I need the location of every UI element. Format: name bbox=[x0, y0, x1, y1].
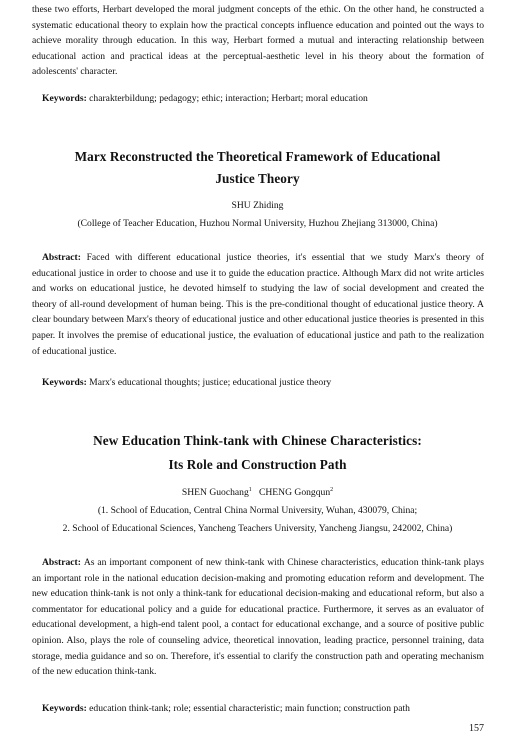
keywords-label: Keywords bbox=[42, 377, 84, 388]
author-affil-marker: 2 bbox=[330, 486, 334, 493]
prior-abstract-continuation bbox=[32, 2, 484, 80]
article1-affiliation: (College of Teacher Education, Huzhou Normal University, Huzhou Zhejiang 313000, China) bbox=[77, 218, 438, 229]
keywords-text: education think-tank; role; essential characteristic; main function; construction path bbox=[89, 703, 410, 714]
author-name: SHEN Guochang bbox=[181, 487, 249, 498]
abstract-text: As an important component of new think-tank with Chinese characteristics, education think-tank plays an important role in the national education decision-making and promoting education reform and development. The new education think-tank is not only a think-tank for educational decision-making and educational reform, but also a commentator for educational policy and a guide for educational practice. Furthermore, it serves as an evaluator of educational development, a high-end talent pool, a contact for educational exchange, and a source of positive public opinion. Also, plays the role of counseling advice, theoretical innovation, leading practice, personnel training, data storage, media guidance and so on. Therefore, it's essential to clarify the construction path and operating mechanism of the new education think-tank. bbox=[32, 557, 484, 678]
keywords-label: Keywords bbox=[42, 93, 84, 104]
article2-title-line2: Its Role and Construction Path bbox=[168, 457, 347, 472]
page-number: 157 bbox=[469, 723, 484, 734]
prior-keywords: Keywords: charakterbildung; pedagogy; ethic; interaction; Herbart; moral education bbox=[42, 93, 368, 104]
article2-authors bbox=[0, 486, 515, 500]
article2-keywords: Keywords: education think-tank; role; essential characteristic; main function; construction path bbox=[42, 703, 410, 714]
abstract-label: Abstract bbox=[42, 557, 78, 568]
article2-affiliation-2: 2. School of Educational Sciences, Yancheng Teachers University, Yancheng Jiangsu, 242002, China) bbox=[62, 523, 453, 534]
author-affil-marker: 1 bbox=[248, 486, 252, 493]
author-name: CHENG Gongqun bbox=[258, 487, 331, 498]
article2-affiliation-1: (1. School of Education, Central China Normal University, Wuhan, 430079, China; bbox=[97, 505, 418, 516]
article1-abstract: Abstract: Faced with different educational justice theories, it's essential that we study Marx's theory of educational justice in order to choose and use it to guide the education practice. Although Marx did not write articles and works on educational justice, he devoted himself to studying the law of social development and created the theory of all-round development of human being. This is the pre-conditional thought of educational justice theory. A clear boundary between Marx's theory of educational justice and other educational justice theories is presented in this paper. It involves the premise of educational justice, the evaluation of educational justice and path to the realization of educational justice. bbox=[32, 252, 485, 357]
abstract-label: Abstract bbox=[42, 252, 78, 263]
keywords-text: Marx's educational thoughts; justice; educational justice theory bbox=[89, 377, 332, 388]
article1-author: SHU Zhiding bbox=[231, 200, 284, 211]
article1-title-line2: Justice Theory bbox=[215, 171, 300, 186]
article2-abstract: Abstract: As an important component of new think-tank with Chinese characteristics, education think-tank plays an important role in the national education decision-making and promoting education reform and development. The new education think-tank is not only a think-tank for educational decision-making and educational reform, but also a commentator for educational policy and a guide for educational practice. Furthermore, it serves as an evaluator of educational development, a high-end talent pool, a contact for educational exchange, and a source of positive public opinion. Also, plays the role of counseling advice, theoretical innovation, leading practice, personnel training, data storage, media guidance and so on. Therefore, it's essential to clarify the construction path and operating mechanism of the new education think-tank. bbox=[32, 557, 484, 678]
article2-title-line1: New Education Think-tank with Chinese Characteristics: bbox=[93, 433, 422, 448]
prior-abstract-text: these two efforts, Herbart developed the moral judgment concepts of the ethic. On the other hand, he constructed a systematic educational theory to explain how the practical concepts influence education and pointed out the ways to achieve morality through education. In this way, Herbart formed a mutual and interacting relationship between educational action and practical ideas at the perceptual-aesthetic level in his theory about the formation of adolescents' character. bbox=[32, 4, 484, 78]
abstract-text: Faced with different educational justice theories, it's essential that we study Marx's theory of educational justice in order to choose and use it to guide the education practice. Although Marx did not write articles and works on educational justice, he devoted himself to studying the law of social development and created the theory of all-round development of human being. This is the pre-conditional thought of educational justice theory. A clear boundary between Marx's theory of educational justice and other educational justice theories is presented in this paper. It involves the premise of educational justice, the evaluation of educational justice and path to the realization of educational justice. bbox=[32, 252, 485, 357]
article1-keywords: Keywords: Marx's educational thoughts; justice; educational justice theory bbox=[42, 377, 332, 388]
article1-title-line1: Marx Reconstructed the Theoretical Framework of Educational bbox=[74, 149, 441, 164]
keywords-text: charakterbildung; pedagogy; ethic; interaction; Herbart; moral education bbox=[89, 93, 368, 104]
keywords-label: Keywords bbox=[42, 703, 84, 714]
